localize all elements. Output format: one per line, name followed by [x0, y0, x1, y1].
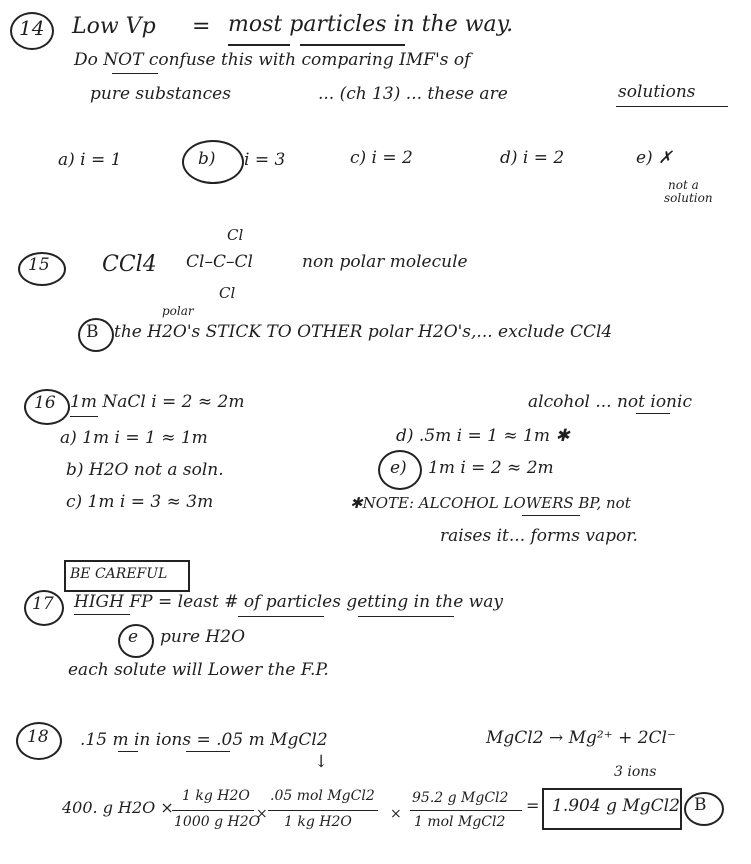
q18-equals: =: [526, 796, 540, 815]
q14-underline-not: [112, 73, 158, 74]
q16-underline-lowers: [522, 515, 580, 516]
q16-alcohol: alcohol ... not ionic: [528, 392, 692, 412]
q18-frac3-line: [410, 810, 522, 811]
q18-arrow: ↓: [314, 752, 329, 772]
q18-frac1-top: 1 kg H2O: [182, 788, 250, 804]
q16-underline-1m: [70, 416, 98, 417]
q18-frac3-top: 95.2 g MgCl2: [412, 790, 509, 806]
q18-frac1-line: [172, 810, 254, 811]
q18-answer: B: [694, 795, 707, 815]
q18-times1: ×: [256, 806, 268, 822]
q16-choice-e: 1m i = 2 ≈ 2m: [428, 458, 554, 478]
q18-underline-m: [118, 751, 138, 752]
q17-number: 17: [32, 594, 54, 614]
q18-reaction: MgCl2 → Mg²⁺ + 2Cl⁻: [486, 728, 676, 748]
q16-choice-d: d) .5m i = 1 ≈ 1m ✱: [396, 426, 570, 446]
q16-choice-b: b) H2O not a soln.: [66, 460, 224, 480]
q16-head: 1m NaCl i = 2 ≈ 2m: [70, 392, 245, 412]
q18-result: 1.904 g MgCl2: [552, 796, 680, 816]
q14-choice-b: b): [198, 149, 216, 169]
q15-formula: CCl4: [102, 252, 157, 277]
q18-frac1-bottom: 1000 g H2O: [174, 814, 261, 830]
q16-note-line2: raises it... forms vapor.: [440, 526, 638, 546]
q18-frac2-top: .05 mol MgCl2: [270, 788, 375, 804]
q17-line1: HIGH FP = least # of particles getting in the way: [74, 592, 503, 612]
q14-note-line2: solution: [664, 191, 713, 205]
q14-line1-eq: =: [192, 14, 211, 39]
q15-insert-polar: polar: [162, 304, 194, 318]
q14-choice-a: a) i = 1: [58, 150, 122, 170]
q15-struct-bot: Cl: [219, 284, 236, 302]
q17-answer-text: pure H2O: [160, 627, 245, 647]
q14-choice-d: d) i = 2: [500, 148, 565, 168]
q14-underline-solutions: [616, 106, 728, 107]
q14-line1-a: Low Vp: [72, 14, 156, 39]
q14-choice-c: c) i = 2: [350, 148, 413, 168]
q16-choice-c: c) 1m i = 3 ≈ 3m: [66, 492, 214, 512]
q14-number: 14: [19, 16, 45, 40]
q18-frac2-bottom: 1 kg H2O: [284, 814, 352, 830]
q14-line3-c: solutions: [618, 82, 696, 102]
q17-underline-high: [74, 614, 130, 615]
q18-underline-ions: [186, 751, 230, 752]
q18-ions-count: 3 ions: [614, 764, 657, 780]
q17-warning: BE CAREFUL: [70, 566, 168, 582]
q14-choice-b-value: i = 3: [244, 150, 286, 170]
q16-underline-not: [636, 413, 670, 414]
q17-answer: e: [128, 627, 139, 647]
q14-line3-a: pure substances: [90, 84, 231, 104]
q15-explanation: the H2O's STICK TO OTHER polar H2O's,... exclude CCl4: [114, 322, 613, 342]
q14-underline-particles: [300, 44, 405, 46]
q14-choice-e: e) ✗: [636, 148, 673, 168]
q16-choice-a: a) 1m i = 1 ≈ 1m: [60, 428, 208, 448]
q17-underline-least: [238, 616, 324, 617]
q15-description: non polar molecule: [302, 252, 468, 272]
q18-frac3-bottom: 1 mol MgCl2: [414, 814, 506, 830]
q16-number: 16: [34, 393, 56, 413]
q15-struct-top: Cl: [227, 226, 244, 244]
q14-line2: Do NOT confuse this with comparing IMF's of: [74, 50, 471, 70]
q18-line1: .15 m in ions = .05 m MgCl2: [80, 730, 328, 750]
q18-calc-start: 400. g H2O ×: [62, 798, 174, 817]
q17-underline-particles: [358, 616, 454, 617]
q16-choice-e-label: e): [390, 458, 407, 478]
q15-struct-mid: Cl–C–Cl: [186, 252, 253, 272]
q14-underline-most: [228, 44, 290, 46]
q14-line3-b: ... (ch 13) ... these are: [318, 84, 508, 104]
q18-frac2-line: [268, 810, 378, 811]
q15-number: 15: [28, 255, 50, 275]
q14-line1-b: most particles in the way.: [228, 12, 514, 37]
q18-times2: ×: [390, 806, 402, 822]
q17-line2: each solute will Lower the F.P.: [68, 660, 329, 680]
q16-note-line1: ✱NOTE: ALCOHOL LOWERS BP, not: [350, 494, 631, 512]
q14-note-line1: not a: [668, 178, 699, 192]
q15-answer: B: [86, 322, 99, 342]
q18-number: 18: [27, 727, 49, 747]
